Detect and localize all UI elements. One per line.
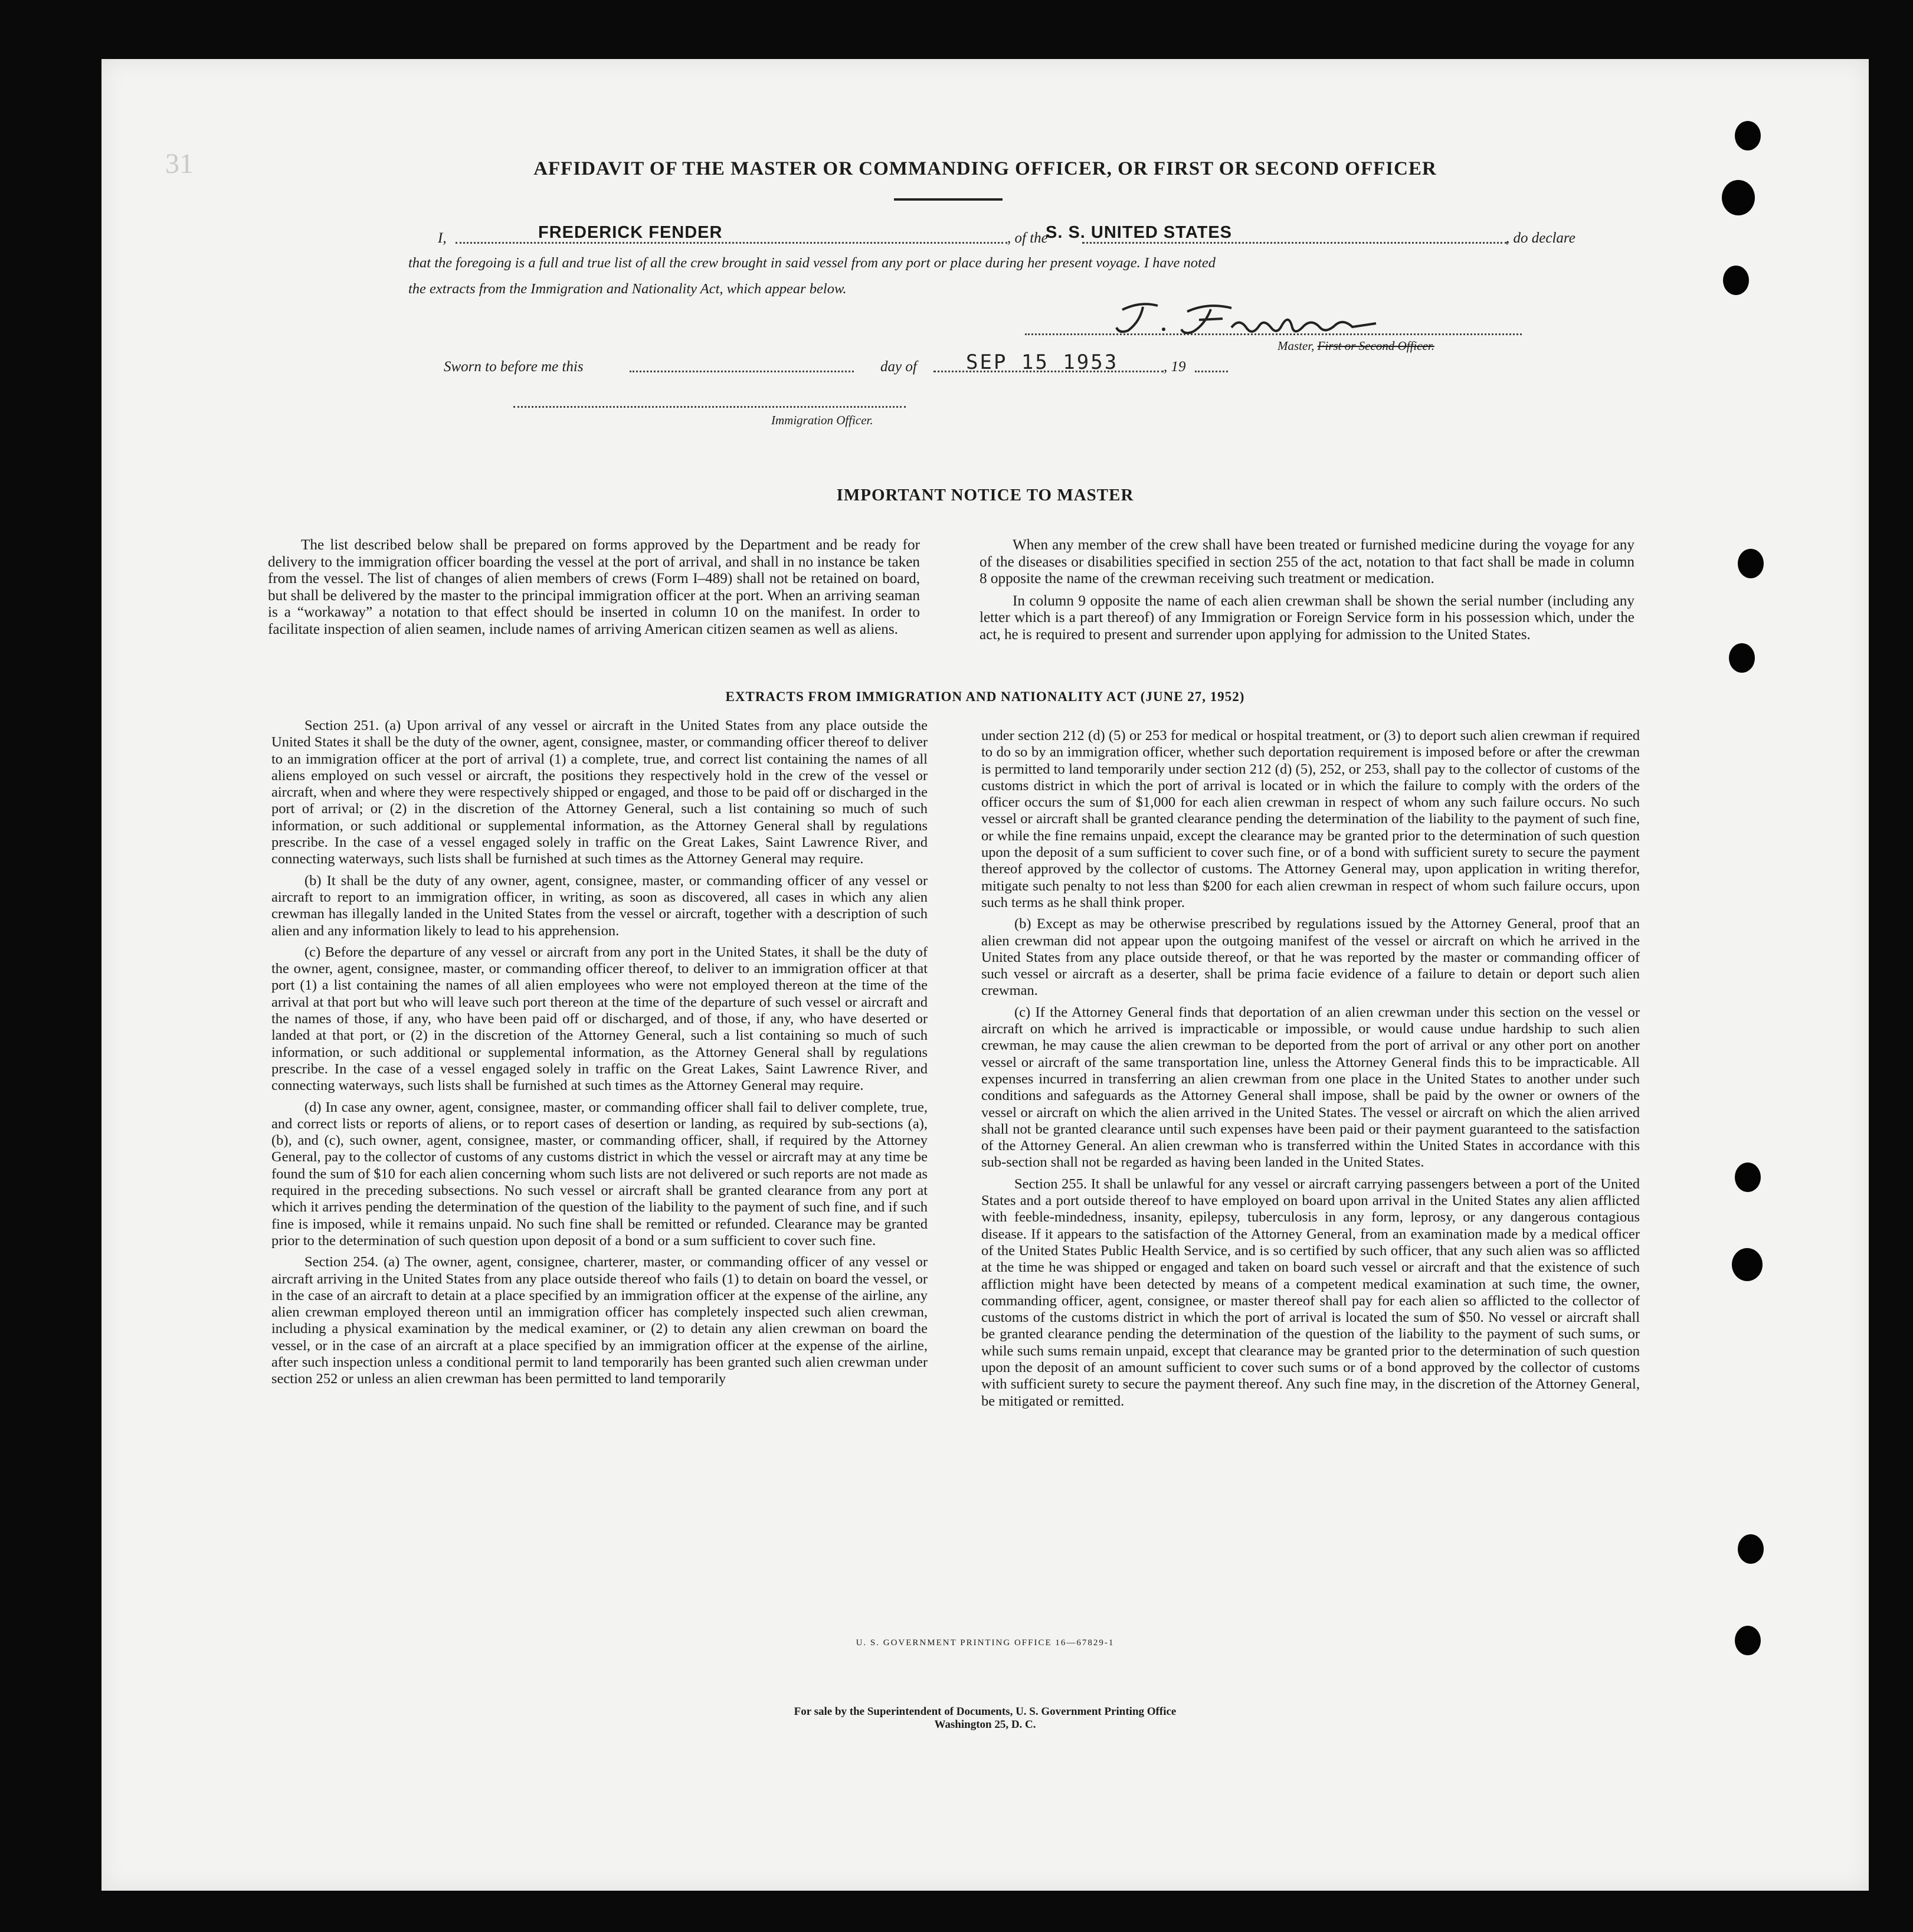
section-251-c: (c) Before the departure of any vessel or aircraft from any port in the United States, it shall be the duty of the owner, agent, consignee, master, or commanding officer thereof, to deliver to an immigration officer at that port (1) a list containing the names of all alien employees who were not employed thereon at the time of the arrival at that port but who will leave such port thereon at the time of the departure of such vessel or aircraft and the names of those, if any, who have been paid off or discharged, and of those, if any, who have deserted or landed at that port, or (2) in the discretion of the Attorney General, such a list containing so much of such information, or such additional or supplemental information, as the Attorney General shall by regulations prescribe. In the case of a vessel engaged solely in traffic on the Great Lakes, Saint Lawrence River, and connecting waterways, such lists shall be furnished at such times as the Attorney General may require. (271, 944, 928, 1094)
punch-hole (1738, 549, 1764, 578)
affidavit-i-label: I, (438, 230, 447, 246)
affidavit-do-declare: , do declare (1506, 230, 1575, 246)
immigration-officer-label: Immigration Officer. (771, 413, 873, 427)
sale-notice-line-1: For sale by the Superintendent of Documents, U. S. Government Printing Office (794, 1705, 1177, 1718)
section-251-b: (b) It shall be the duty of any owner, agent, consignee, master, or commanding officer of any vessel or aircraft to report to an immigration officer, in writing, as soon as discovered, all cases in which any alien crewman has illegally landed in the United States from the vessel or aircraft, together with a description of such alien and any information likely to lead to his apprehension. (271, 872, 928, 939)
master-signature (1105, 295, 1435, 342)
signature-image (1105, 295, 1435, 342)
section-251-d: (d) In case any owner, agent, consignee, master, or commanding officer shall fail to deliver complete, true, and correct lists or reports of aliens, or to report cases of desertion or landing, as required by sub-sections (a), (b), and (c), such owner, agent, consignee, master, or commanding officer, shall, if required by the Attorney General, pay to the collector of customs of any customs district in which the vessel or aircraft may at any time be found the sum of $10 for each alien concerning whom such lists are not delivered or such reports are not made as required in the preceding subsections. No such vessel or aircraft shall be granted clearance from any port at which it arrives pending the determination of the question of the liability to the payment of such fine, and if such fine is imposed, while it remains unpaid. No such fine shall be remitted or refunded. Clearance may be granted prior to the determination of such question upon deposit of a bond or a sum sufficient to cover such fine. (271, 1099, 928, 1249)
struck-officer-label: First or Second Officer. (1317, 339, 1434, 353)
punch-hole (1723, 266, 1749, 295)
section-254-b: (b) Except as may be otherwise prescribed by regulations issued by the Attorney General, proof that an alien crewman did not appear upon the outgoing manifest of the vessel or aircraft on which he arrived in the United States from any place outside thereof, or that he was reported by the master or commanding officer of such vessel or aircraft as a deserter, shall be prima facie evidence of a failure to detain or deport such alien crewman. (981, 916, 1640, 999)
master-name-field: FREDERICK FENDER (538, 223, 723, 242)
immigration-officer-line (513, 406, 906, 408)
section-255: Section 255. It shall be unlawful for any vessel or aircraft carrying passengers between a port of the United States and a port outside thereof to have employed on board upon arrival in the United States any alien afflicted with feeble-mindedness, insanity, epilepsy, tuberculosis in any form, leprosy, or any dangerous contagious disease. If it appears to the satisfaction of the Attorney General, from an examination made by a medical officer of the United States Public Health Service, and is so certified by such officer, that any such alien was so afflicted at the time he was shipped or engaged and taken on board such vessel or aircraft and that the existence of such affliction might have been detected by means of a competent medical examination at such time, the owner, commanding officer, agent, consignee, or master thereof shall pay for each alien so afflicted to the collector of customs of the customs district in which the port of arrival is located the sum of $50. No vessel or aircraft shall be granted clearance pending the determination of the question of the liability to the payment of such sums, or while such sums remain unpaid, except that clearance may be granted prior to the determination of such question upon the deposit of an amount sufficient to cover such sums or of a bond approved by the collector of customs with sufficient surety to secure the payment thereof. Any such fine may, in the discretion of the Attorney General, be mitigated or remitted. (981, 1175, 1640, 1409)
affidavit-statement-line-2: that the foregoing is a full and true list of all the crew brought in said vessel from any port or place during her present voyage. I have noted (408, 255, 1216, 271)
section-254-c: (c) If the Attorney General finds that deportation of an alien crewman under this section on the vessel or aircraft on which he arrived is impracticable or impossible, or would cause undue hardship to such alien crewman, he may cause the alien crewman to be deported from the port of arrival or any other port on another vessel or aircraft of the same transportation line, unless the Attorney General finds this to be impracticable. All expenses incurred in transferring an alien crewman from one place in the United States to another under such conditions and safeguards as the Attorney General shall impose, shall be paid by the owner or owners of the vessel or aircraft on which the alien arrived in the United States. The vessel or aircraft on which the alien arrived shall not be granted clearance until such expenses have been paid or their payment guaranteed to the satisfaction of the Attorney General. An alien crewman who is transferred within the United States in accordance with this sub-section shall not be regarded as having been landed in the United States. (981, 1004, 1640, 1171)
punch-hole (1722, 180, 1755, 215)
section-254-a-continued: under section 212 (d) (5) or 253 for medical or hospital treatment, or (3) to deport such alien crewman if required to do so by an immigration officer, whether such deportation requirement is imposed before or after the crewman is permitted to land temporarily under section 212 (d) (5), 252, or 253, shall pay to the collector of customs of the customs district in which the port of arrival is located or in which the failure to comply with the orders of the officer occurs the sum of $1,000 for each alien crewman in respect of whom any such failure occurs. No such vessel or aircraft shall be granted clearance pending the determination of the liability to the payment of such fine, or while the fine remains unpaid, except the clearance may be granted prior to the determination of such question upon the deposit of a sum sufficient to cover such fine, or of a bond with sufficient surety to secure the payment thereof approved by the collector of customs. The Attorney General may, upon application in writing therefor, mitigate such penalty to not less than $200 for each alien crewman in respect of whom such failure occurs, upon such terms as he shall think proper. (981, 728, 1640, 911)
sale-notice-line-2: Washington 25, D. C. (934, 1718, 1036, 1731)
affidavit-of-the: , of the (1007, 230, 1048, 246)
extracts-left-column (271, 718, 928, 1388)
punch-hole (1735, 121, 1761, 150)
section-254-a: Section 254. (a) The owner, agent, consignee, charterer, master, or commanding officer of any vessel or aircraft arriving in the United States from any place outside thereof who fails (1) to detain on board the vessel, or in the case of an aircraft to detain at a place specified by an immigration officer at the expense of the airline, any alien crewman employed thereon until an immigration officer has completely inspected such alien crewman, including a physical examination by the medical examiner, or (2) to detain any alien crewman on board the vessel, or in the case of an aircraft at a place specified by an immigration officer at the expense of the airline, after such inspection unless a conditional permit to land temporarily has been granted such alien crewman under section 252 or unless an alien crewman has been permitted to land temporarily (271, 1254, 928, 1387)
document-page (101, 59, 1869, 1891)
sworn-label: Sworn to before me this (444, 359, 584, 375)
margin-mark: 31 (165, 148, 194, 179)
affidavit-title: AFFIDAVIT OF THE MASTER OR COMMANDING OFFICER, OR FIRST OR SECOND OFFICER (533, 158, 1437, 179)
punch-hole (1735, 1163, 1761, 1192)
date-stamp: SEP 15 1953 (966, 351, 1119, 374)
extracts-right-column (981, 728, 1640, 1410)
vessel-name-field: S. S. UNITED STATES (1046, 223, 1233, 242)
affidavit-statement-line-3: the extracts from the Immigration and Nationality Act, which appear below. (408, 281, 847, 297)
notice-right-paragraph-2: In column 9 opposite the name of each alien crewman shall be shown the serial number (including any letter which is a part thereof) of any Immigration or Foreign Service form in his possession which, under the act, he is required to present and surrender upon applying for admission to the United States. (980, 592, 1634, 643)
notice-left-paragraph: The list described below shall be prepared on forms approved by the Department and be ready for delivery to the immigration officer boarding the vessel at the port of arrival, and shall in no instance be taken from the vessel. The list of changes of alien members of crews (Form I–489) shall not be retained on board, but shall be delivered by the master to the principal immigration officer at the port. When an arriving seaman is a “workaway” a notation to that effect should be inserted in column 10 on the manifest. In order to facilitate inspection of alien seamen, include names of arriving American citizen seamen as well as aliens. (268, 537, 920, 637)
notice-left-column (268, 537, 920, 638)
extracts-title: EXTRACTS FROM IMMIGRATION AND NATIONALITY ACT (JUNE 27, 1952) (725, 689, 1245, 704)
master-label (1277, 339, 1434, 353)
master-label-text: Master, (1277, 339, 1315, 353)
day-of-label: day of (880, 359, 917, 375)
punch-hole (1729, 643, 1755, 673)
notice-right-column (980, 537, 1634, 643)
notice-right-paragraph-1: When any member of the crew shall have been treated or furnished medicine during the voyage for any of the diseases or disabilities specified in section 255 of the act, notation to that fact shall be made in column 8 opposite the name of the crewman receiving such treatment or medication. (980, 537, 1634, 587)
title-underline (894, 198, 1003, 201)
punch-hole (1732, 1248, 1763, 1281)
punch-hole (1738, 1534, 1764, 1564)
section-251-a: Section 251. (a) Upon arrival of any vessel or aircraft in the United States from any place outside the United States it shall be the duty of the owner, agent, consignee, master, or commanding officer thereof to deliver to an immigration officer at the port of arrival (1) a complete, true, and correct list containing the names of all aliens employed on such vessel or aircraft, the positions they respectively hold in the crew of the vessel or aircraft, when and where they were respectively shipped or engaged, and those to be paid off or discharged in the port of arrival; or (2) in the discretion of the Attorney General, such a list containing so much of such information, or such additional or supplemental information, as the Attorney General shall by regulations prescribe. In the case of a vessel engaged solely in traffic on the Great Lakes, Saint Lawrence River, and connecting waterways, such lists shall be furnished at such times as the Attorney General may require. (271, 718, 928, 867)
sworn-day-line (630, 371, 854, 372)
year-line (1195, 371, 1228, 372)
punch-hole (1735, 1626, 1761, 1655)
notice-title: IMPORTANT NOTICE TO MASTER (836, 486, 1134, 505)
year-prefix: , 19 (1164, 359, 1186, 375)
gpo-imprint: U. S. GOVERNMENT PRINTING OFFICE 16—67829-1 (856, 1638, 1115, 1648)
